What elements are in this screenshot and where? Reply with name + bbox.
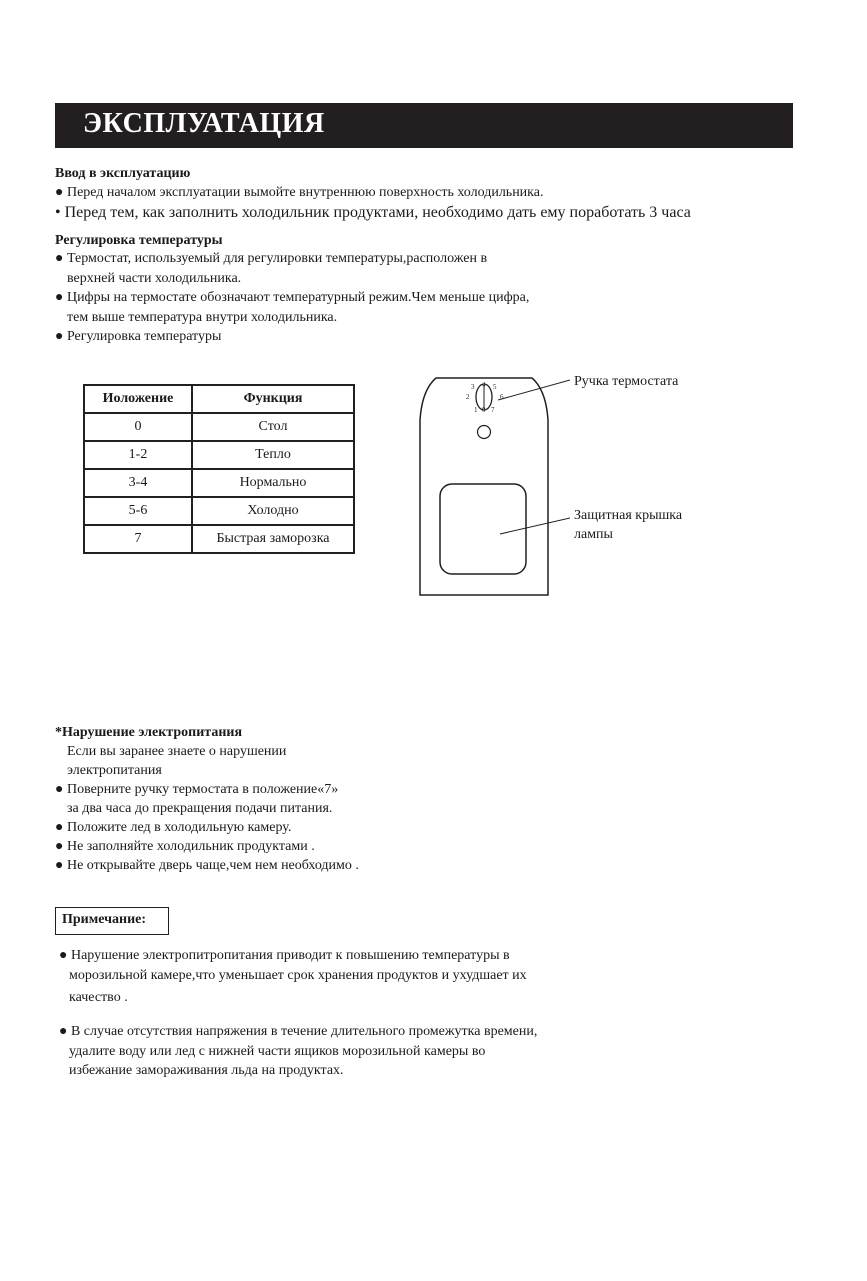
indicator-light-icon	[478, 426, 491, 439]
knob-label: Ручка термостата	[574, 374, 679, 389]
temperature-line-3: ● Цифры на термостате обозначают температурный режим.Чем меньше цифра,	[55, 290, 530, 305]
temperature-heading: Регулировка температуры	[55, 233, 223, 248]
table-cell-function: Холодно	[192, 497, 354, 525]
note-line-3: качество .	[69, 990, 128, 1005]
temperature-line-1: ● Термостат, используемый для регулировки температуры,расположен в	[55, 251, 488, 266]
note-line-2: морозильной камере,что уменьшает срок хранения продуктов и ухудшает их	[69, 968, 527, 983]
startup-line-2: • Перед тем, как заполнить холодильник продуктами, необходимо дать ему поработать 3 часа	[55, 204, 691, 221]
power-line-7: ● Не открывайте дверь чаще,чем нем необходимо .	[55, 858, 359, 873]
table-cell-function: Стол	[192, 413, 354, 441]
lamp-label-line-1: Защитная крышка	[574, 508, 683, 523]
table-cell-position: 0	[84, 413, 192, 441]
thermostat-dial-icon	[466, 381, 504, 414]
power-line-5: ● Положите лед в холодильную камеру.	[55, 820, 292, 835]
lamp-cover	[440, 484, 526, 574]
power-line-6: ● Не заполняйте холодильник продуктами .	[55, 839, 315, 854]
table-cell-function: Тепло	[192, 441, 354, 469]
table-row	[84, 497, 354, 525]
temperature-line-5: ● Регулировка температуры	[55, 329, 222, 344]
power-heading: *Нарушение электропитания	[55, 725, 243, 740]
table-header-row	[84, 385, 354, 413]
dial-number: 7	[491, 406, 495, 414]
temperature-line-2: верхней части холодильника.	[67, 271, 242, 286]
power-line-4: за два часа до прекращения подачи питания.	[67, 801, 333, 816]
dial-number: 0	[482, 406, 486, 414]
note-label-box	[55, 907, 169, 935]
note-line-6: избежание замораживания льда на продуктах.	[69, 1063, 344, 1078]
table-cell-position: 3-4	[84, 469, 192, 497]
power-line-1: Если вы заранее знаете о нарушении	[67, 744, 287, 759]
temperature-line-4: тем выше температура внутри холодильника.	[67, 310, 338, 325]
dial-number: 5	[493, 383, 497, 391]
note-line-5: удалите воду или лед с нижней части ящиков морозильной камеры во	[69, 1044, 486, 1059]
table-header-function: Функция	[192, 385, 354, 413]
lamp-label-line-2: лампы	[574, 527, 613, 542]
table-cell-function: Быстрая заморозка	[192, 525, 354, 553]
table-cell-position: 7	[84, 525, 192, 553]
dial-number: 6	[500, 393, 504, 401]
table-row	[84, 469, 354, 497]
table-row	[84, 413, 354, 441]
dial-number: 1	[474, 406, 478, 414]
note-label: Примечание:	[62, 912, 147, 927]
note-line-4: ● В случае отсутствия напряжения в течение длительного промежутка времени,	[59, 1024, 538, 1039]
table-row	[84, 441, 354, 469]
startup-heading: Ввод в эксплуатацию	[55, 166, 191, 181]
power-line-3: ● Поверните ручку термостата в положение«7»	[55, 782, 339, 797]
startup-line-1: ● Перед началом эксплуатации вымойте внутреннюю поверхность холодильника.	[55, 185, 544, 200]
page-title: ЭКСПЛУАТАЦИЯ	[83, 108, 325, 139]
note-line-1: ● Нарушение электропитропитания приводит к повышению температуры в	[59, 948, 510, 963]
lamp-leader-line	[500, 518, 570, 534]
refrigerator-diagram	[410, 370, 570, 602]
thermostat-table	[83, 384, 355, 554]
dial-number: 2	[466, 393, 470, 401]
knob-leader-line	[498, 380, 570, 400]
dial-number: 4	[482, 381, 486, 389]
dial-number: 3	[471, 383, 475, 391]
title-bar	[55, 103, 793, 148]
table-header-position: Иоложение	[84, 385, 192, 413]
table-cell-function: Нормально	[192, 469, 354, 497]
power-line-2: электропитания	[67, 763, 162, 778]
table-cell-position: 1-2	[84, 441, 192, 469]
table-row	[84, 525, 354, 553]
table-cell-position: 5-6	[84, 497, 192, 525]
